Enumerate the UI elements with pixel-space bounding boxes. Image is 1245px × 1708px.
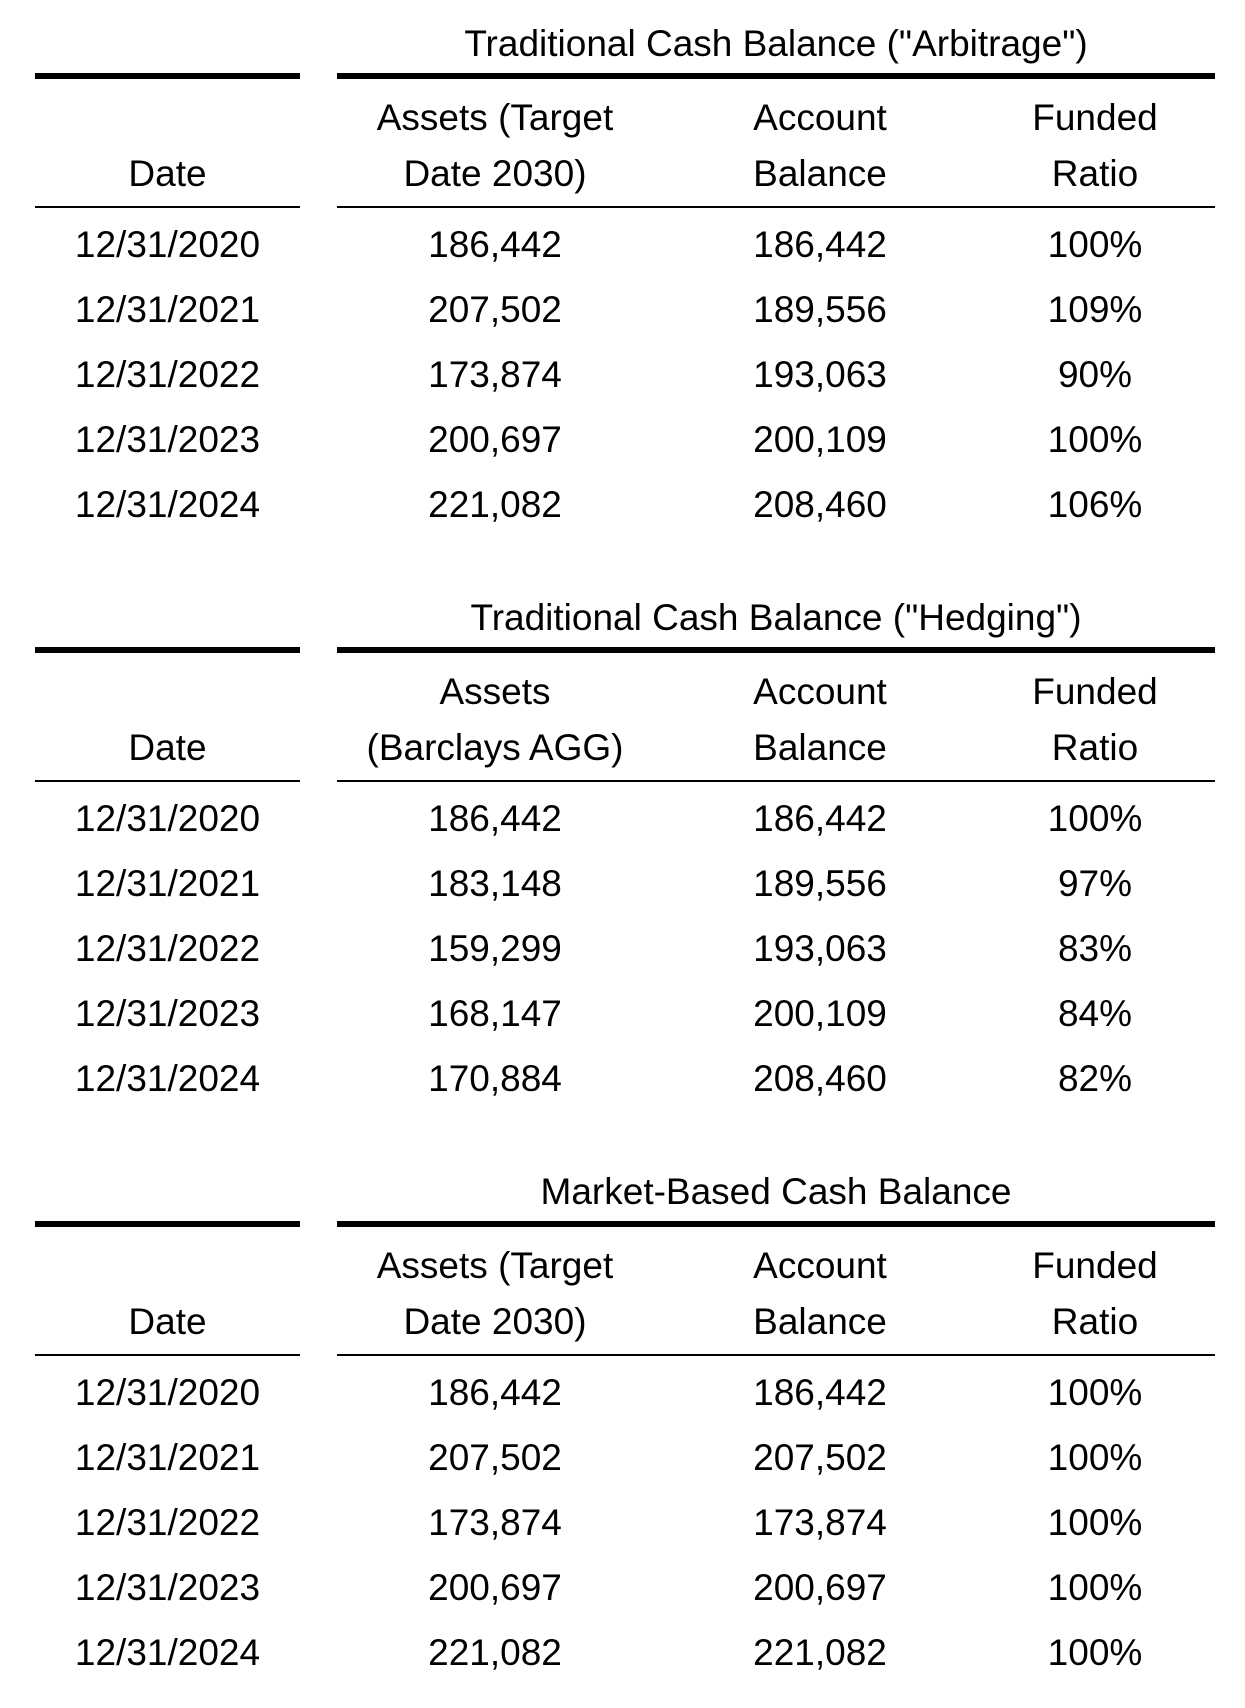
header-date <box>35 90 300 202</box>
cell-assets: 207,502 <box>428 289 562 330</box>
cell-date: 12/31/2024 <box>74 1058 261 1099</box>
table-row <box>0 1555 1245 1620</box>
cell-funded-ratio: 100% <box>1047 1372 1143 1413</box>
header-line: Balance <box>753 727 887 768</box>
cell-assets: 186,442 <box>428 1372 562 1413</box>
table-row <box>0 277 1245 342</box>
header-line: Funded <box>1032 671 1158 712</box>
cell-date: 12/31/2024 <box>74 1632 261 1673</box>
table-section <box>0 0 1245 560</box>
cell-assets: 159,299 <box>428 928 562 969</box>
cell-funded-ratio: 100% <box>1047 1632 1143 1673</box>
cell-date: 12/31/2022 <box>74 1502 261 1543</box>
header-date <box>35 664 300 776</box>
cell-funded-ratio: 100% <box>1047 419 1143 460</box>
cell-account-balance: 186,442 <box>753 1372 887 1413</box>
cell-assets: 200,697 <box>428 1567 562 1608</box>
divider <box>337 1221 1215 1227</box>
cell-account-balance: 200,109 <box>753 993 887 1034</box>
header-line: Assets <box>439 671 551 712</box>
table-section <box>0 1148 1245 1708</box>
table-row <box>0 851 1245 916</box>
table-row <box>0 981 1245 1046</box>
cell-date: 12/31/2021 <box>74 289 261 330</box>
cell-account-balance: 200,109 <box>753 419 887 460</box>
divider <box>35 206 300 208</box>
cell-assets: 168,147 <box>428 993 562 1034</box>
cell-date: 12/31/2023 <box>74 993 261 1034</box>
cell-assets: 186,442 <box>428 224 562 265</box>
header-account-balance <box>690 1238 950 1350</box>
cell-account-balance: 186,442 <box>753 224 887 265</box>
header-line: Funded <box>1032 1245 1158 1286</box>
header-assets <box>345 90 645 202</box>
cell-funded-ratio: 100% <box>1047 1437 1143 1478</box>
cell-date: 12/31/2024 <box>74 484 261 525</box>
table-row <box>0 916 1245 981</box>
header-line: Ratio <box>1051 727 1139 768</box>
table-row <box>0 1620 1245 1685</box>
cell-funded-ratio: 90% <box>1057 354 1133 395</box>
table-title: Traditional Cash Balance ("Hedging") <box>470 597 1082 638</box>
cell-account-balance: 208,460 <box>753 484 887 525</box>
cell-assets: 183,148 <box>428 863 562 904</box>
header-funded-ratio <box>975 1238 1215 1350</box>
cell-account-balance: 207,502 <box>753 1437 887 1478</box>
table-row <box>0 407 1245 472</box>
header-line: Balance <box>753 1301 887 1342</box>
cell-date: 12/31/2020 <box>74 798 261 839</box>
cell-funded-ratio: 83% <box>1057 928 1133 969</box>
cell-funded-ratio: 82% <box>1057 1058 1133 1099</box>
cell-funded-ratio: 100% <box>1047 798 1143 839</box>
cell-funded-ratio: 100% <box>1047 224 1143 265</box>
header-assets <box>345 664 645 776</box>
table-row <box>0 1360 1245 1425</box>
cell-date: 12/31/2021 <box>74 1437 261 1478</box>
header-funded-ratio <box>975 664 1215 776</box>
table-row <box>0 1490 1245 1555</box>
table-title: Market-Based Cash Balance <box>540 1171 1012 1212</box>
cell-date: 12/31/2022 <box>74 928 261 969</box>
cell-funded-ratio: 97% <box>1057 863 1133 904</box>
cell-account-balance: 189,556 <box>753 863 887 904</box>
header-date-label: Date <box>128 153 207 194</box>
divider <box>35 780 300 782</box>
cell-assets: 221,082 <box>428 484 562 525</box>
cell-funded-ratio: 84% <box>1057 993 1133 1034</box>
cell-account-balance: 208,460 <box>753 1058 887 1099</box>
cell-assets: 207,502 <box>428 1437 562 1478</box>
divider <box>337 1354 1215 1356</box>
header-line: (Barclays AGG) <box>366 727 624 768</box>
cell-funded-ratio: 100% <box>1047 1567 1143 1608</box>
cell-assets: 173,874 <box>428 1502 562 1543</box>
cell-date: 12/31/2020 <box>74 1372 261 1413</box>
cell-funded-ratio: 100% <box>1047 1502 1143 1543</box>
header-account-balance <box>690 90 950 202</box>
header-line: Date 2030) <box>403 1301 587 1342</box>
cell-account-balance: 189,556 <box>753 289 887 330</box>
divider <box>337 647 1215 653</box>
cell-account-balance: 200,697 <box>753 1567 887 1608</box>
cell-assets: 186,442 <box>428 798 562 839</box>
cell-date: 12/31/2021 <box>74 863 261 904</box>
header-line: Funded <box>1032 97 1158 138</box>
divider <box>35 1221 300 1227</box>
header-line: Account <box>753 1245 887 1286</box>
table-title: Traditional Cash Balance ("Arbitrage") <box>464 23 1088 64</box>
table-row <box>0 342 1245 407</box>
cell-account-balance: 193,063 <box>753 928 887 969</box>
divider <box>35 73 300 79</box>
divider <box>337 206 1215 208</box>
table-row <box>0 212 1245 277</box>
divider <box>35 1354 300 1356</box>
header-funded-ratio <box>975 90 1215 202</box>
cell-funded-ratio: 106% <box>1047 484 1143 525</box>
cell-assets: 200,697 <box>428 419 562 460</box>
header-line: Account <box>753 97 887 138</box>
header-line: Ratio <box>1051 1301 1139 1342</box>
cell-assets: 170,884 <box>428 1058 562 1099</box>
header-line: Date 2030) <box>403 153 587 194</box>
cell-funded-ratio: 109% <box>1047 289 1143 330</box>
header-date <box>35 1238 300 1350</box>
divider <box>337 73 1215 79</box>
cell-date: 12/31/2022 <box>74 354 261 395</box>
cell-date: 12/31/2023 <box>74 1567 261 1608</box>
header-line: Balance <box>753 153 887 194</box>
divider <box>35 647 300 653</box>
cell-date: 12/31/2020 <box>74 224 261 265</box>
header-date-label: Date <box>128 1301 207 1342</box>
cell-assets: 173,874 <box>428 354 562 395</box>
header-line: Assets (Target <box>376 1245 614 1286</box>
cell-account-balance: 186,442 <box>753 798 887 839</box>
header-line: Account <box>753 671 887 712</box>
table-row <box>0 1046 1245 1111</box>
header-assets <box>345 1238 645 1350</box>
table-section <box>0 574 1245 1134</box>
cell-account-balance: 221,082 <box>753 1632 887 1673</box>
cell-date: 12/31/2023 <box>74 419 261 460</box>
header-line: Assets (Target <box>376 97 614 138</box>
cell-assets: 221,082 <box>428 1632 562 1673</box>
cell-account-balance: 193,063 <box>753 354 887 395</box>
table-row <box>0 472 1245 537</box>
divider <box>337 780 1215 782</box>
header-account-balance <box>690 664 950 776</box>
cell-account-balance: 173,874 <box>753 1502 887 1543</box>
table-row <box>0 1425 1245 1490</box>
header-line: Ratio <box>1051 153 1139 194</box>
table-row <box>0 786 1245 851</box>
header-date-label: Date <box>128 727 207 768</box>
